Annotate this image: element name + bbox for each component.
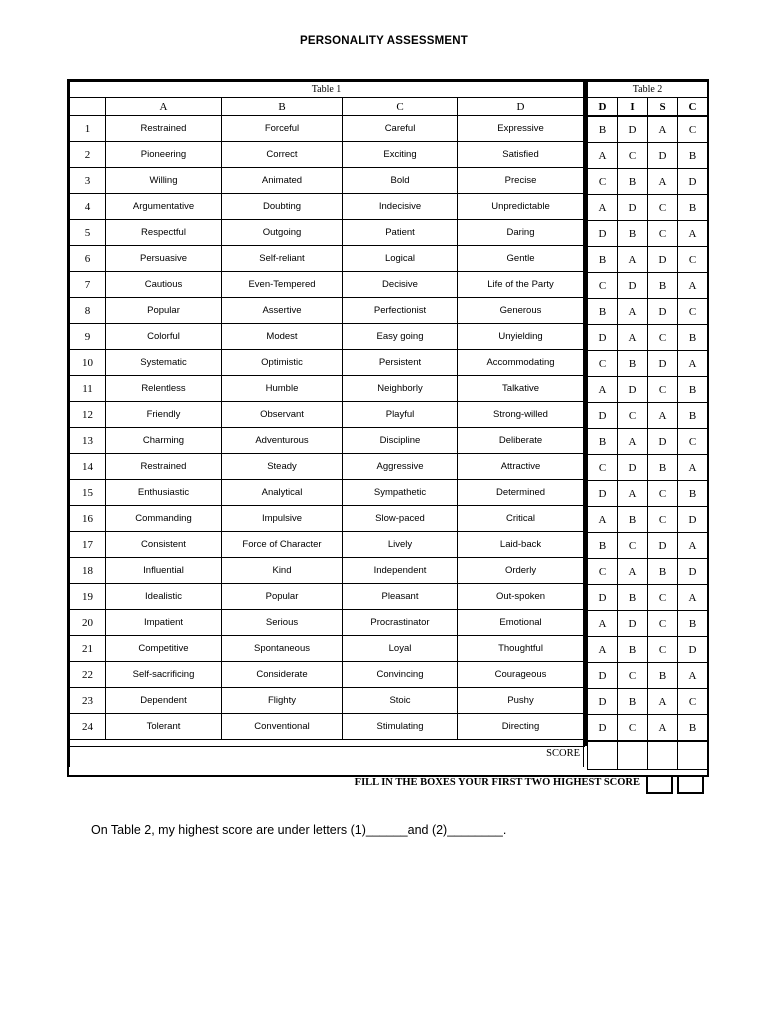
score-entry-box[interactable] — [618, 741, 648, 770]
letter-cell: C — [648, 481, 678, 507]
letter-cell: C — [588, 169, 618, 195]
table-row — [588, 429, 708, 455]
letter-cell: D — [588, 481, 618, 507]
trait-cell: Gentle — [458, 246, 584, 272]
letter-cell: D — [648, 533, 678, 559]
trait-cell: Modest — [222, 324, 343, 350]
letter-cell: D — [678, 637, 708, 663]
column-header-d: D — [458, 98, 584, 116]
table-2-score-row — [588, 741, 708, 770]
trait-cell: Cautious — [106, 272, 222, 298]
letter-cell: B — [618, 351, 648, 377]
row-number: 5 — [70, 220, 106, 246]
trait-cell: Sympathetic — [343, 480, 458, 506]
highest-score-box-1[interactable] — [646, 775, 673, 794]
row-number: 4 — [70, 194, 106, 220]
table-row — [70, 506, 584, 532]
letter-cell: A — [618, 325, 648, 351]
trait-cell: Aggressive — [343, 454, 458, 480]
letter-cell: A — [648, 689, 678, 715]
table-row — [588, 455, 708, 481]
letter-cell: B — [678, 611, 708, 637]
trait-cell: Out-spoken — [458, 584, 584, 610]
trait-cell: Indecisive — [343, 194, 458, 220]
trait-cell: Popular — [106, 298, 222, 324]
table-row — [588, 663, 708, 689]
row-number: 22 — [70, 662, 106, 688]
table-row — [588, 715, 708, 742]
trait-cell: Considerate — [222, 662, 343, 688]
letter-cell: D — [588, 325, 618, 351]
letter-cell: A — [678, 533, 708, 559]
table-1-caption: Table 1 — [70, 82, 584, 98]
table-row — [70, 454, 584, 480]
letter-cell: C — [648, 611, 678, 637]
row-number: 16 — [70, 506, 106, 532]
trait-cell: Laid-back — [458, 532, 584, 558]
trait-cell: Deliberate — [458, 428, 584, 454]
table-1-bottom-line — [69, 746, 585, 747]
trait-cell: Adventurous — [222, 428, 343, 454]
letter-cell: C — [648, 195, 678, 221]
table-row — [70, 584, 584, 610]
column-header-c: C — [343, 98, 458, 116]
table-row — [70, 610, 584, 636]
letter-cell: C — [588, 455, 618, 481]
table-row — [588, 559, 708, 585]
column-header-b: B — [222, 98, 343, 116]
disc-header-i: I — [618, 98, 648, 117]
table-row — [588, 325, 708, 351]
table-2-caption-row — [588, 82, 708, 98]
letter-cell: D — [648, 299, 678, 325]
row-number: 8 — [70, 298, 106, 324]
table-row — [588, 377, 708, 403]
row-number: 24 — [70, 714, 106, 740]
table-row — [70, 194, 584, 220]
table-2-header-row — [588, 98, 708, 117]
trait-cell: Steady — [222, 454, 343, 480]
trait-cell: Careful — [343, 116, 458, 142]
letter-cell: C — [588, 273, 618, 299]
table-1-score-row — [70, 740, 584, 768]
letter-cell: B — [588, 429, 618, 455]
trait-cell: Perfectionist — [343, 298, 458, 324]
score-entry-box[interactable] — [678, 741, 708, 770]
row-number: 20 — [70, 610, 106, 636]
trait-cell: Humble — [222, 376, 343, 402]
letter-cell: A — [678, 273, 708, 299]
letter-cell: A — [618, 481, 648, 507]
row-number: 13 — [70, 428, 106, 454]
row-number: 23 — [70, 688, 106, 714]
trait-cell: Force of Character — [222, 532, 343, 558]
letter-cell: C — [618, 663, 648, 689]
letter-cell: C — [678, 247, 708, 273]
letter-cell: D — [618, 195, 648, 221]
letter-cell: B — [648, 663, 678, 689]
table-1-caption-row — [70, 82, 584, 98]
trait-cell: Consistent — [106, 532, 222, 558]
trait-cell: Daring — [458, 220, 584, 246]
trait-cell: Commanding — [106, 506, 222, 532]
letter-cell: A — [678, 455, 708, 481]
trait-cell: Critical — [458, 506, 584, 532]
trait-cell: Generous — [458, 298, 584, 324]
letter-cell: D — [588, 689, 618, 715]
trait-cell: Unyielding — [458, 324, 584, 350]
table-2 — [587, 81, 708, 770]
table-row — [70, 246, 584, 272]
trait-cell: Persistent — [343, 350, 458, 376]
letter-cell: B — [678, 377, 708, 403]
table-1-header-row — [70, 98, 584, 116]
letter-cell: B — [588, 247, 618, 273]
letter-cell: D — [648, 429, 678, 455]
letter-cell: A — [648, 403, 678, 429]
letter-cell: A — [678, 221, 708, 247]
letter-cell: A — [588, 611, 618, 637]
row-number: 3 — [70, 168, 106, 194]
letter-cell: C — [618, 533, 648, 559]
trait-cell: Conventional — [222, 714, 343, 740]
letter-cell: D — [588, 715, 618, 742]
trait-cell: Self-reliant — [222, 246, 343, 272]
row-number: 17 — [70, 532, 106, 558]
letter-cell: C — [678, 299, 708, 325]
table-1-score-cell — [70, 740, 584, 768]
row-number: 7 — [70, 272, 106, 298]
row-number: 6 — [70, 246, 106, 272]
table-row — [70, 142, 584, 168]
fill-instructions: FILL IN THE BOXES YOUR FIRST TWO HIGHEST SCORE — [354, 777, 640, 788]
letter-cell: B — [618, 507, 648, 533]
letter-cell: B — [678, 481, 708, 507]
letter-cell: C — [678, 689, 708, 715]
trait-cell: Tolerant — [106, 714, 222, 740]
letter-cell: D — [618, 455, 648, 481]
letter-cell: A — [588, 507, 618, 533]
letter-cell: B — [678, 195, 708, 221]
table-row — [70, 558, 584, 584]
letter-cell: B — [618, 637, 648, 663]
table-row — [70, 350, 584, 376]
table-row — [70, 688, 584, 714]
letter-cell: A — [618, 559, 648, 585]
trait-cell: Stoic — [343, 688, 458, 714]
trait-cell: Satisfied — [458, 142, 584, 168]
letter-cell: B — [588, 299, 618, 325]
letter-cell: D — [648, 247, 678, 273]
trait-cell: Logical — [343, 246, 458, 272]
table-row — [588, 403, 708, 429]
table-row — [588, 533, 708, 559]
row-number: 9 — [70, 324, 106, 350]
trait-cell: Competitive — [106, 636, 222, 662]
table-row — [588, 221, 708, 247]
trait-cell: Bold — [343, 168, 458, 194]
trait-cell: Flighty — [222, 688, 343, 714]
letter-cell: C — [648, 325, 678, 351]
trait-cell: Lively — [343, 532, 458, 558]
trait-cell: Neighborly — [343, 376, 458, 402]
row-number: 18 — [70, 558, 106, 584]
letter-cell: A — [588, 637, 618, 663]
table-row — [588, 585, 708, 611]
trait-cell: Loyal — [343, 636, 458, 662]
letter-cell: B — [648, 455, 678, 481]
letter-cell: A — [678, 585, 708, 611]
trait-cell: Forceful — [222, 116, 343, 142]
table-row — [588, 637, 708, 663]
letter-cell: A — [618, 247, 648, 273]
table-row — [588, 116, 708, 143]
letter-cell: D — [588, 585, 618, 611]
trait-cell: Systematic — [106, 350, 222, 376]
letter-cell: C — [618, 143, 648, 169]
table-row — [588, 169, 708, 195]
letter-cell: D — [678, 169, 708, 195]
trait-cell: Accommodating — [458, 350, 584, 376]
trait-cell: Courageous — [458, 662, 584, 688]
letter-cell: C — [648, 585, 678, 611]
score-entry-box[interactable] — [588, 741, 618, 770]
trait-cell: Even-Tempered — [222, 272, 343, 298]
trait-cell: Life of the Party — [458, 272, 584, 298]
trait-cell: Analytical — [222, 480, 343, 506]
trait-cell: Charming — [106, 428, 222, 454]
trait-cell: Relentless — [106, 376, 222, 402]
letter-cell: A — [618, 299, 648, 325]
letter-cell: A — [588, 143, 618, 169]
letter-cell: B — [678, 403, 708, 429]
trait-cell: Precise — [458, 168, 584, 194]
table-row — [588, 143, 708, 169]
letter-cell: B — [678, 325, 708, 351]
table-row — [70, 480, 584, 506]
trait-cell: Observant — [222, 402, 343, 428]
letter-cell: B — [678, 143, 708, 169]
table-row — [588, 299, 708, 325]
row-number: 11 — [70, 376, 106, 402]
trait-cell: Pioneering — [106, 142, 222, 168]
letter-cell: B — [678, 715, 708, 742]
table-row — [588, 195, 708, 221]
trait-cell: Idealistic — [106, 584, 222, 610]
trait-cell: Slow-paced — [343, 506, 458, 532]
letter-cell: A — [588, 377, 618, 403]
disc-header-c: C — [678, 98, 708, 117]
trait-cell: Outgoing — [222, 220, 343, 246]
table-row — [588, 507, 708, 533]
letter-cell: D — [678, 559, 708, 585]
row-number: 2 — [70, 142, 106, 168]
trait-cell: Colorful — [106, 324, 222, 350]
letter-cell: A — [678, 351, 708, 377]
table-row — [588, 273, 708, 299]
row-number: 10 — [70, 350, 106, 376]
table-row — [70, 662, 584, 688]
letter-cell: D — [678, 507, 708, 533]
letter-cell: B — [618, 169, 648, 195]
row-number: 19 — [70, 584, 106, 610]
trait-cell: Independent — [343, 558, 458, 584]
trait-cell: Respectful — [106, 220, 222, 246]
table-row — [70, 402, 584, 428]
letter-cell: D — [588, 663, 618, 689]
trait-cell: Stimulating — [343, 714, 458, 740]
score-entry-box[interactable] — [648, 741, 678, 770]
trait-cell: Exciting — [343, 142, 458, 168]
trait-cell: Correct — [222, 142, 343, 168]
table-row — [70, 272, 584, 298]
trait-cell: Emotional — [458, 610, 584, 636]
trait-cell: Impatient — [106, 610, 222, 636]
letter-cell: C — [648, 221, 678, 247]
trait-cell: Influential — [106, 558, 222, 584]
trait-cell: Attractive — [458, 454, 584, 480]
trait-cell: Serious — [222, 610, 343, 636]
trait-cell: Directing — [458, 714, 584, 740]
table-row — [70, 376, 584, 402]
table-row — [70, 168, 584, 194]
trait-cell: Animated — [222, 168, 343, 194]
table-row — [70, 220, 584, 246]
table-row — [70, 714, 584, 740]
letter-cell: D — [588, 403, 618, 429]
letter-cell: B — [648, 273, 678, 299]
letter-cell: A — [648, 169, 678, 195]
trait-cell: Orderly — [458, 558, 584, 584]
letter-cell: C — [648, 377, 678, 403]
letter-cell: A — [648, 116, 678, 143]
table-row — [70, 428, 584, 454]
trait-cell: Easy going — [343, 324, 458, 350]
letter-cell: D — [648, 143, 678, 169]
trait-cell: Impulsive — [222, 506, 343, 532]
trait-cell: Assertive — [222, 298, 343, 324]
letter-cell: C — [588, 559, 618, 585]
trait-cell: Talkative — [458, 376, 584, 402]
table-row — [588, 689, 708, 715]
row-number: 15 — [70, 480, 106, 506]
letter-cell: A — [588, 195, 618, 221]
table-2-caption: Table 2 — [588, 82, 708, 98]
trait-cell: Dependent — [106, 688, 222, 714]
trait-cell: Optimistic — [222, 350, 343, 376]
letter-cell: D — [648, 351, 678, 377]
trait-cell: Expressive — [458, 116, 584, 142]
letter-cell: A — [618, 429, 648, 455]
table-row — [70, 298, 584, 324]
trait-cell: Spontaneous — [222, 636, 343, 662]
row-number: 1 — [70, 116, 106, 142]
trait-cell: Playful — [343, 402, 458, 428]
letter-cell: C — [618, 715, 648, 742]
trait-cell: Determined — [458, 480, 584, 506]
disc-header-s: S — [648, 98, 678, 117]
trait-cell: Kind — [222, 558, 343, 584]
trait-cell: Popular — [222, 584, 343, 610]
letter-cell: C — [588, 351, 618, 377]
letter-cell: D — [618, 377, 648, 403]
letter-cell: C — [648, 637, 678, 663]
trait-cell: Enthusiastic — [106, 480, 222, 506]
trait-cell: Convincing — [343, 662, 458, 688]
trait-cell: Restrained — [106, 454, 222, 480]
trait-cell: Willing — [106, 168, 222, 194]
letter-cell: B — [588, 533, 618, 559]
trait-cell: Self-sacrificing — [106, 662, 222, 688]
letter-cell: B — [588, 116, 618, 143]
letter-cell: C — [678, 116, 708, 143]
trait-cell: Strong-willed — [458, 402, 584, 428]
table-1-corner-cell — [70, 98, 106, 116]
row-number: 12 — [70, 402, 106, 428]
row-number: 21 — [70, 636, 106, 662]
trait-cell: Pushy — [458, 688, 584, 714]
letter-cell: D — [618, 273, 648, 299]
highest-score-sentence: On Table 2, my highest score are under letters (1)______and (2)________. — [91, 823, 507, 837]
letter-cell: D — [588, 221, 618, 247]
table-row — [70, 116, 584, 142]
trait-cell: Unpredictable — [458, 194, 584, 220]
trait-cell: Persuasive — [106, 246, 222, 272]
table-row — [588, 481, 708, 507]
letter-cell: C — [648, 507, 678, 533]
table-row — [588, 611, 708, 637]
table-row — [588, 247, 708, 273]
letter-cell: A — [648, 715, 678, 742]
column-header-a: A — [106, 98, 222, 116]
letter-cell: B — [618, 585, 648, 611]
letter-cell: B — [648, 559, 678, 585]
trait-cell: Friendly — [106, 402, 222, 428]
trait-cell: Thoughtful — [458, 636, 584, 662]
letter-cell: A — [678, 663, 708, 689]
trait-cell: Doubting — [222, 194, 343, 220]
trait-cell: Decisive — [343, 272, 458, 298]
table-row — [70, 324, 584, 350]
letter-cell: C — [678, 429, 708, 455]
letter-cell: B — [618, 221, 648, 247]
trait-cell: Patient — [343, 220, 458, 246]
letter-cell: D — [618, 116, 648, 143]
score-label: SCORE — [546, 748, 580, 759]
trait-cell: Discipline — [343, 428, 458, 454]
table-1 — [69, 81, 584, 767]
trait-cell: Procrastinator — [343, 610, 458, 636]
row-number: 14 — [70, 454, 106, 480]
letter-cell: D — [618, 611, 648, 637]
table-row — [70, 636, 584, 662]
letter-cell: B — [618, 689, 648, 715]
trait-cell: Restrained — [106, 116, 222, 142]
trait-cell: Pleasant — [343, 584, 458, 610]
table-row — [70, 532, 584, 558]
page-title: PERSONALITY ASSESSMENT — [300, 35, 468, 47]
disc-header-d: D — [588, 98, 618, 117]
highest-score-box-2[interactable] — [677, 775, 704, 794]
letter-cell: C — [618, 403, 648, 429]
trait-cell: Argumentative — [106, 194, 222, 220]
table-row — [588, 351, 708, 377]
